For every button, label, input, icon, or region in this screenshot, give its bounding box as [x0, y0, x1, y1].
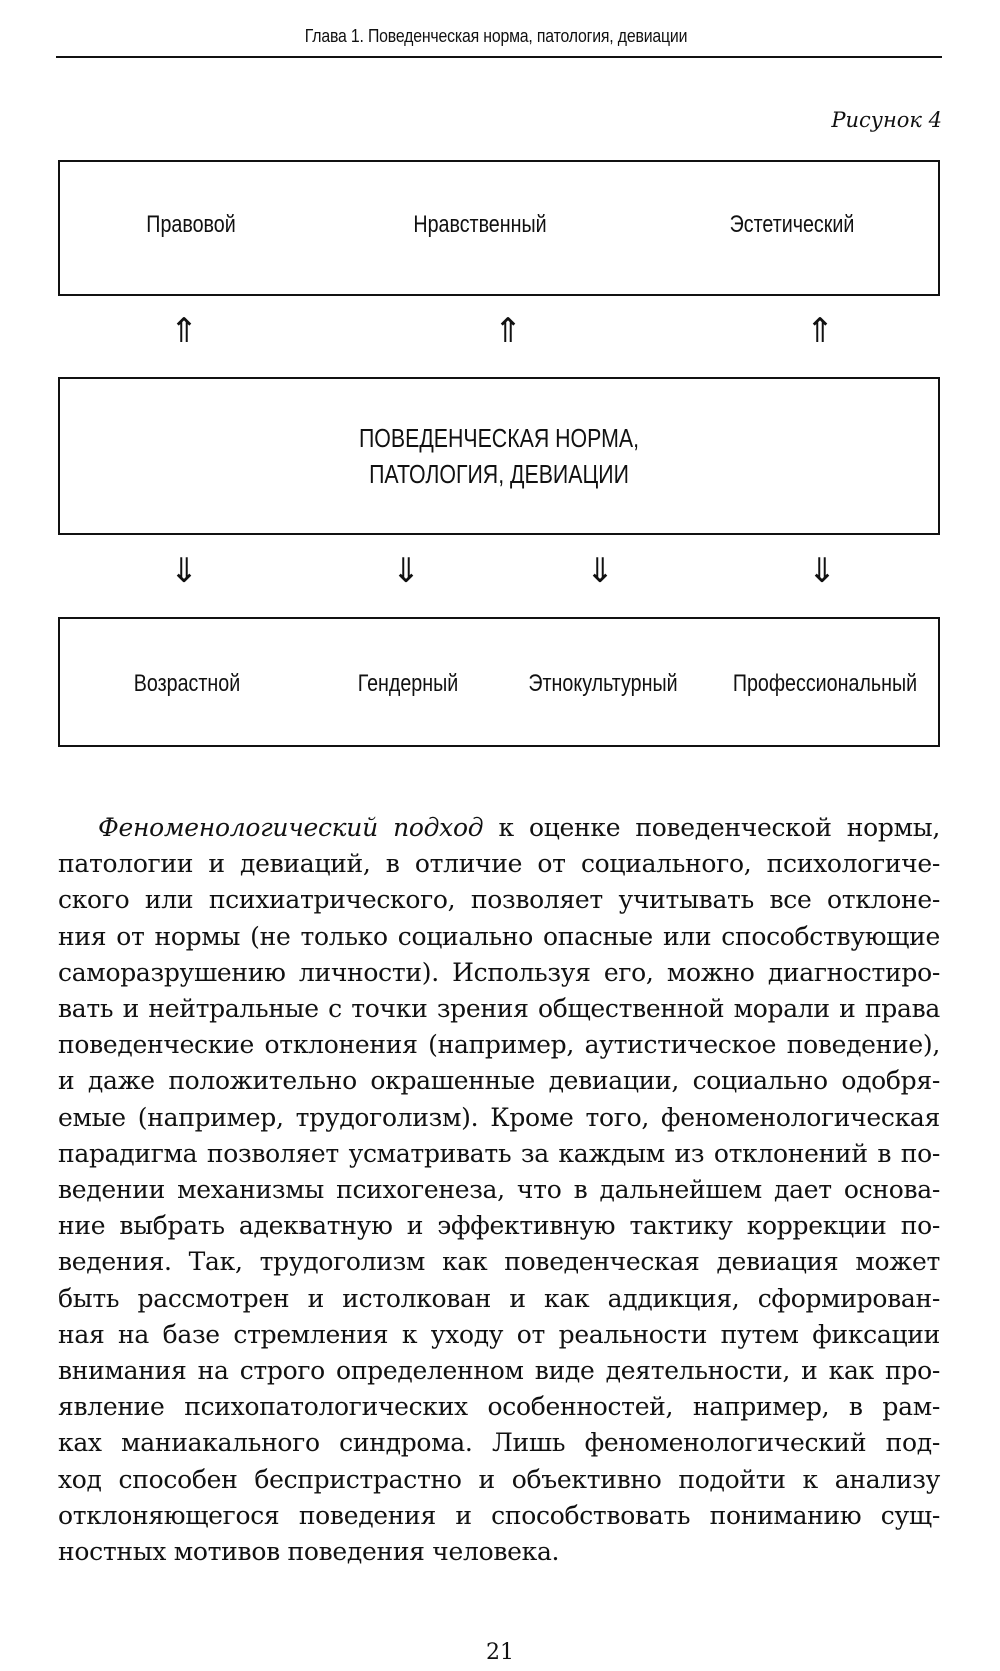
text-line: ведении механизмы психогенеза, что в дальнейшем дает основа-	[58, 1175, 940, 1205]
up-arrow-icon: ⇑	[805, 311, 835, 351]
text-line: поведенческие отклонения (например, аутистическое поведение),	[58, 1030, 940, 1060]
text-line: и даже положительно окрашенные девиации, социально одобря-	[58, 1066, 940, 1096]
running-title: Глава 1. Поведенческая норма, патология, девиации	[304, 26, 688, 46]
text-line: явление психопатологических особенностей, например, в рам-	[58, 1392, 940, 1422]
bottom-box-label-gender: Гендерный	[357, 670, 459, 697]
figure-bottom-box	[58, 617, 940, 747]
text-line: ход способен беспристрастно и объективно подойти к анализу	[58, 1464, 940, 1494]
center-box-line-2: ПАТОЛОГИЯ, ДЕВИАЦИИ	[369, 459, 629, 489]
down-arrow-icon: ⇓	[169, 551, 199, 591]
text-line: ная на базе стремления к уходу от реальности путем фиксации	[58, 1319, 940, 1349]
text-line: вать и нейтральные с точки зрения общественной морали и права	[58, 994, 940, 1024]
body-paragraph	[58, 810, 940, 1570]
bottom-box-label-professional: Профессиональный	[732, 670, 918, 697]
figure-label: Рисунок 4	[831, 108, 942, 132]
top-box-label-moral: Нравственный	[413, 211, 547, 238]
up-arrow-icon: ⇑	[169, 311, 199, 351]
text-line: ние выбрать адекватную и эффективную тактику коррекции по-	[58, 1211, 940, 1241]
text-line: саморазрушению личности). Используя его, можно диагностиро-	[58, 957, 940, 987]
text-line: Феноменологический подход к оценке поведенческой нормы,	[98, 813, 940, 842]
text-line: емые (например, трудоголизм). Кроме того, феноменологическая	[58, 1102, 940, 1132]
text-line: патологии и девиаций, в отличие от социального, психологиче-	[58, 849, 940, 879]
bottom-box-label-ethnocultural: Этнокультурный	[528, 670, 678, 697]
center-box-title	[139, 420, 859, 492]
center-box-line-1: ПОВЕДЕНЧЕСКАЯ НОРМА,	[358, 423, 640, 453]
down-arrow-icon: ⇓	[585, 551, 615, 591]
down-arrow-icon: ⇓	[391, 551, 421, 591]
text-line: внимания на строго определенном виде деятельности, и как про-	[58, 1356, 940, 1386]
bottom-box-label-age: Возрастной	[133, 670, 241, 697]
page-number: 21	[486, 1640, 514, 1665]
text-line: парадигма позволяет усматривать за каждым из отклонений в по-	[58, 1138, 940, 1168]
up-arrow-icon: ⇑	[493, 311, 523, 351]
text-line: ния от нормы (не только социально опасные или способствующие	[58, 921, 940, 951]
text-line: ках маниакального синдрома. Лишь феноменологический под-	[58, 1428, 940, 1458]
figure-top-box	[58, 160, 940, 296]
text-line: ского или психиатрического, позволяет учитывать все отклоне-	[58, 885, 940, 915]
down-arrow-icon: ⇓	[807, 551, 837, 591]
text-line: ведения. Так, трудоголизм как поведенческая девиация может	[58, 1247, 940, 1277]
top-box-label-aesthetic: Эстетический	[729, 211, 855, 238]
text-line: ностных мотивов поведения человека.	[58, 1537, 560, 1567]
figure-center-box	[58, 377, 940, 535]
text-line: быть рассмотрен и истолкован и как аддикция, сформирован-	[58, 1283, 940, 1313]
italic-term: Феноменологический подход	[98, 813, 484, 842]
text-line: отклоняющегося поведения и способствовать пониманию сущ-	[58, 1500, 940, 1530]
top-box-label-legal: Правовой	[146, 211, 236, 238]
header-rule	[56, 56, 942, 58]
